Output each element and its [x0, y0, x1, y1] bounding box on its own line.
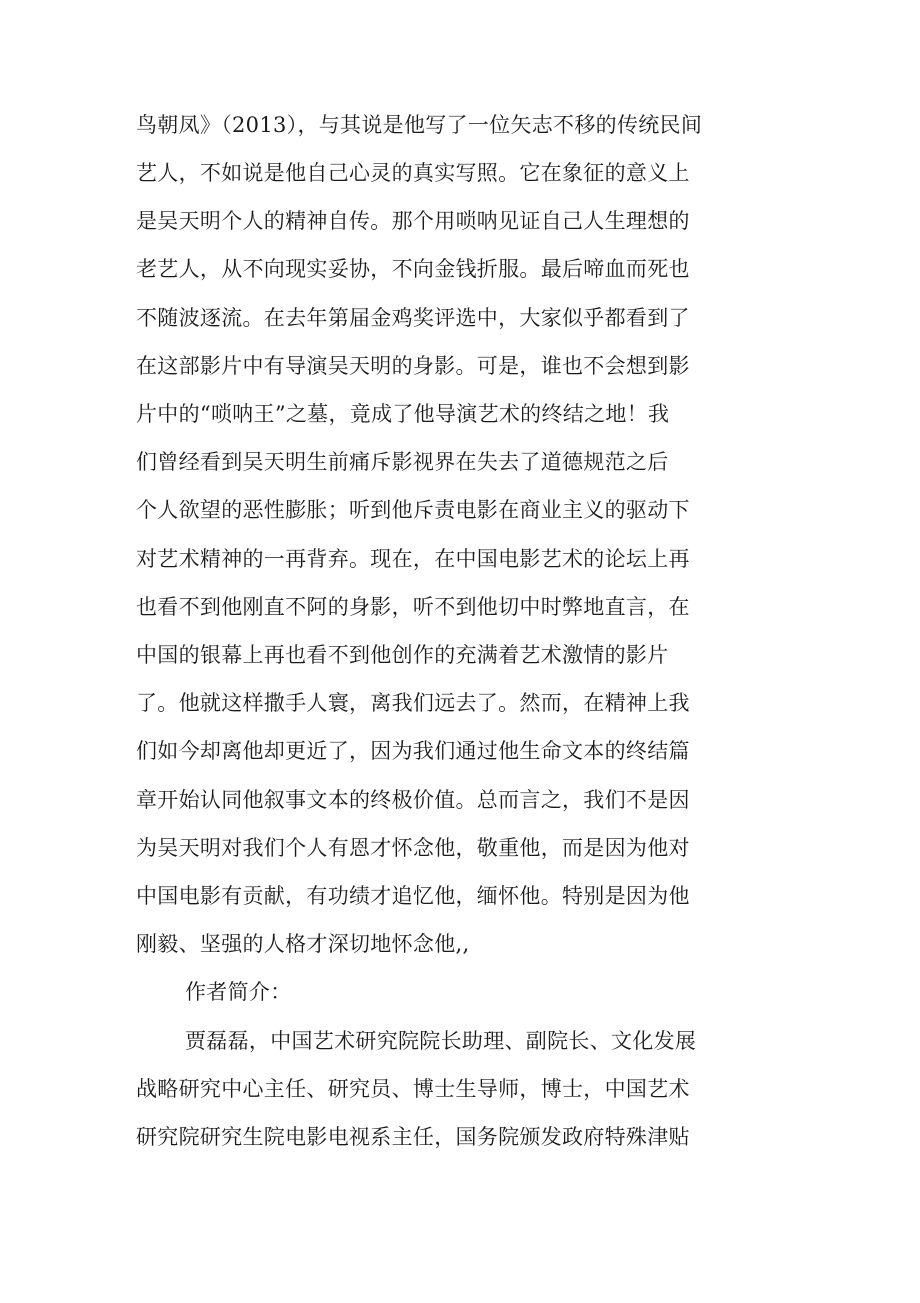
body-line: 片中的“唢呐王”之墓，竟成了他导演艺术的终结之地！我	[136, 402, 670, 426]
author-line: 研究院研究生院电影电视系主任，国务院颁发政府特殊津贴	[136, 1125, 690, 1149]
body-line: 为吴天明对我们个人有恩才怀念他，敬重他，而是因为他对	[136, 836, 690, 860]
body-line: 鸟朝凤》（2013），与其说是他写了一位矢志不移的传统民间	[136, 113, 703, 137]
body-line: 老艺人，从不向现实妥协，不向金钱折服。最后啼血而死也	[136, 257, 690, 281]
body-line: 也看不到他刚直不阿的身影，听不到他切中时弊地直言，在	[136, 595, 690, 619]
body-line: 刚毅、坚强的人格才深切地怀念他,,	[136, 932, 470, 956]
body-line: 们如今却离他却更近了，因为我们通过他生命文本的终结篇	[136, 739, 690, 763]
body-line: 中国的银幕上再也看不到他创作的充满着艺术激情的影片	[136, 643, 669, 667]
body-line: 们曾经看到吴天明生前痛斥影视界在失去了道德规范之后	[136, 450, 669, 474]
body-line: 艺人，不如说是他自己心灵的真实写照。它在象征的意义上	[136, 161, 690, 185]
body-line: 在这部影片中有导演吴天明的身影。可是，谁也不会想到影	[136, 354, 690, 378]
author-line: 战略研究中心主任、研究员、博士生导师，博士，中国艺术	[136, 1077, 690, 1101]
body-line: 对艺术精神的一再背弃。现在，在中国电影艺术的论坛上再	[136, 547, 690, 571]
author-line: 贾磊磊，中国艺术研究院院长助理、副院长、文化发展	[185, 1029, 697, 1053]
body-line: 了。他就这样撒手人寰，离我们远去了。然而，在精神上我	[136, 691, 690, 715]
author-heading: 作者简介：	[185, 980, 292, 1004]
body-line: 不随波逐流。在去年第届金鸡奖评选中，大家似乎都看到了	[136, 306, 690, 330]
body-line: 是吴天明个人的精神自传。那个用唢呐见证自己人生理想的	[136, 209, 690, 233]
body-line: 章开始认同他叙事文本的终极价值。总而言之，我们不是因	[136, 788, 690, 812]
body-line: 个人欲望的恶性膨胀；听到他斥责电影在商业主义的驱动下	[136, 498, 690, 522]
body-line: 中国电影有贡献，有功绩才追忆他，缅怀他。特别是因为他	[136, 884, 690, 908]
